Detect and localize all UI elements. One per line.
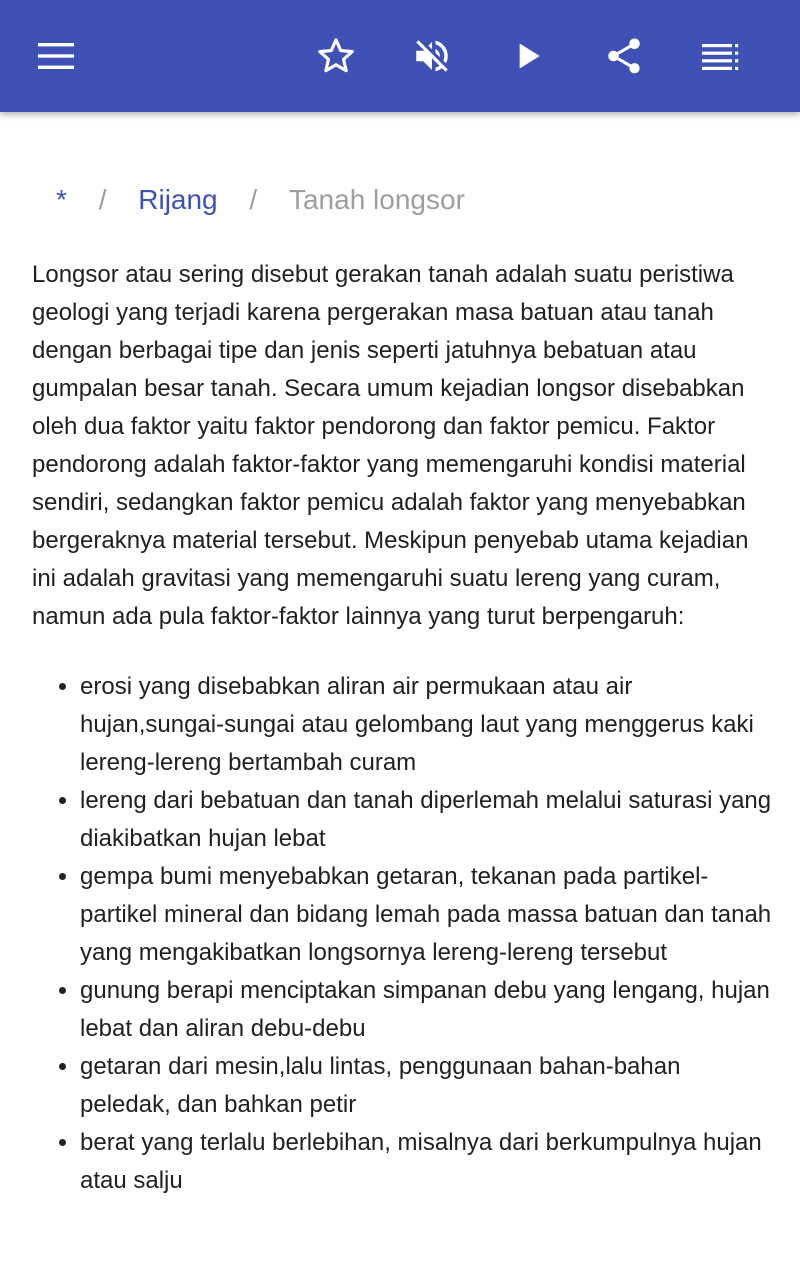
menu-button[interactable] [24,24,88,88]
bookmark-button[interactable] [304,24,368,88]
app-toolbar [0,0,800,112]
article-intro: Longsor atau sering disebut gerakan tanah adalah suatu peristiwa geologi yang terjadi karena pergerakan masa batuan atau tanah dengan berbagai tipe dan jenis seperti jatuhnya bebatuan atau gumpalan besar tanah. Secara umum kejadian longsor disebabkan oleh dua faktor yaitu faktor pendorong dan faktor pemicu. Faktor pendorong adalah faktor-faktor yang memengaruhi kondisi material sendiri, sedangkan faktor pemicu adalah faktor yang menyebabkan bergeraknya material tersebut. Meskipun penyebab utama kejadian ini adalah gravitasi yang memengaruhi suatu lereng yang curam, namun ada pula faktor-faktor lainnya yang turut berpengaruh: [32,261,749,630]
breadcrumb [32,180,465,220]
star-outline-icon [315,35,357,77]
table-of-contents-icon [700,36,740,76]
play-button[interactable] [496,24,560,88]
hamburger-menu-icon [36,36,76,76]
list-item: • lereng dari bebatuan dan tanah diperlemah melalui saturasi yang diakibatkan hujan lebat [80,782,772,858]
list-item: • getaran dari mesin,lalu lintas, penggunaan bahan-bahan peledak, dan bahkan petir [80,1048,772,1124]
breadcrumb-separator: / [98,184,107,215]
factor-list [32,668,772,1200]
mute-button[interactable] [400,24,464,88]
list-item: • gunung berapi menciptakan simpanan debu yang lengang, hujan lebat dan aliran debu-debu [80,972,772,1048]
breadcrumb-parent-link[interactable]: Rijang [138,184,218,215]
list-item: • berat yang terlalu berlebihan, misalnya dari berkumpulnya hujan atau salju [80,1124,772,1200]
list-item: • gempa bumi menyebabkan getaran, tekanan pada partikel-partikel mineral dan bidang lemah pada massa batuan dan tanah yang mengakibatkan longsornya lereng-lereng tersebut [80,858,772,972]
table-of-contents-button[interactable] [688,24,752,88]
article-body [32,256,772,1200]
share-button[interactable] [592,24,656,88]
breadcrumb-home-link[interactable]: * [56,184,67,215]
breadcrumb-current: Tanah longsor [288,184,465,215]
article-content [0,112,800,1280]
play-icon [508,36,548,76]
volume-off-icon [411,35,453,77]
breadcrumb-separator: / [249,184,258,215]
share-icon [603,35,645,77]
list-item: • erosi yang disebabkan aliran air permukaan atau air hujan,sungai-sungai atau gelombang laut yang menggerus kaki lereng-lereng bertambah curam [80,668,772,782]
